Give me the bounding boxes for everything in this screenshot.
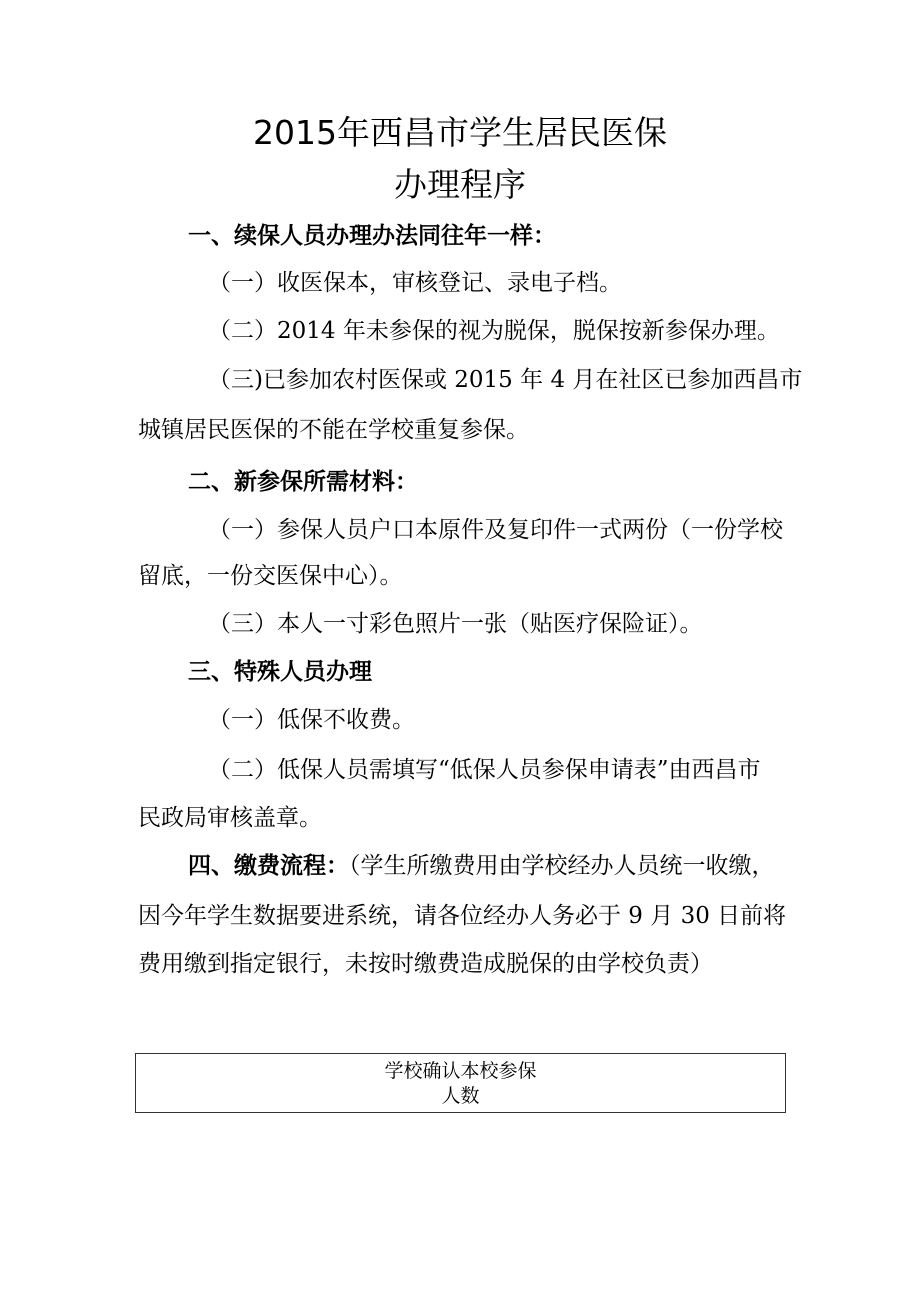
document-subtitle: 办理程序: [394, 165, 526, 204]
section-2-line: 留底，一份交医保中心）。: [138, 563, 403, 589]
section-3-heading: 三、特殊人员办理: [188, 659, 372, 685]
document-title: 2015年西昌市学生居民医保: [253, 113, 667, 152]
section-1-line: （一）收医保本，审核登记、录电子档。: [208, 270, 622, 296]
section-4-heading: 四、缴费流程：: [188, 853, 349, 879]
section-4-line: 因今年学生数据要进系统，请各位经办人务必于 9 月 30 日前将: [138, 903, 787, 929]
section-1-line: （三)已参加农村医保或 2015 年 4 月在社区已参加西昌市: [208, 367, 803, 393]
section-2-line: （一）参保人员户口本原件及复印件一式两份（一份学校: [208, 517, 783, 543]
section-4-line: 费用缴到指定银行，未按时缴费造成脱保的由学校负责）: [138, 951, 713, 977]
section-1-heading: 一、续保人员办理办法同往年一样：: [188, 223, 556, 249]
section-3-line: （一）低保不收费。: [208, 707, 415, 733]
section-3-line: 民政局审核盖章。: [138, 805, 322, 831]
section-2-line: （三）本人一寸彩色照片一张（贴医疗保险证）。: [208, 611, 703, 637]
confirm-count-box: [135, 1053, 786, 1113]
section-2-heading: 二、新参保所需材料：: [188, 469, 418, 495]
section-1-line: （二）2014 年未参保的视为脱保，脱保按新参保办理。: [208, 318, 780, 344]
section-4-line: （学生所缴费用由学校经办人员统一收缴，: [349, 853, 775, 879]
section-4-first-line: [188, 851, 775, 881]
section-3-line: （二）低保人员需填写“低保人员参保申请表”由西昌市: [208, 757, 761, 783]
confirm-box-label-line2: 人数: [441, 1085, 480, 1107]
confirm-box-label-line1: 学校确认本校参保: [384, 1060, 537, 1082]
section-1-line: 城镇居民医保的不能在学校重复参保。: [138, 417, 529, 443]
